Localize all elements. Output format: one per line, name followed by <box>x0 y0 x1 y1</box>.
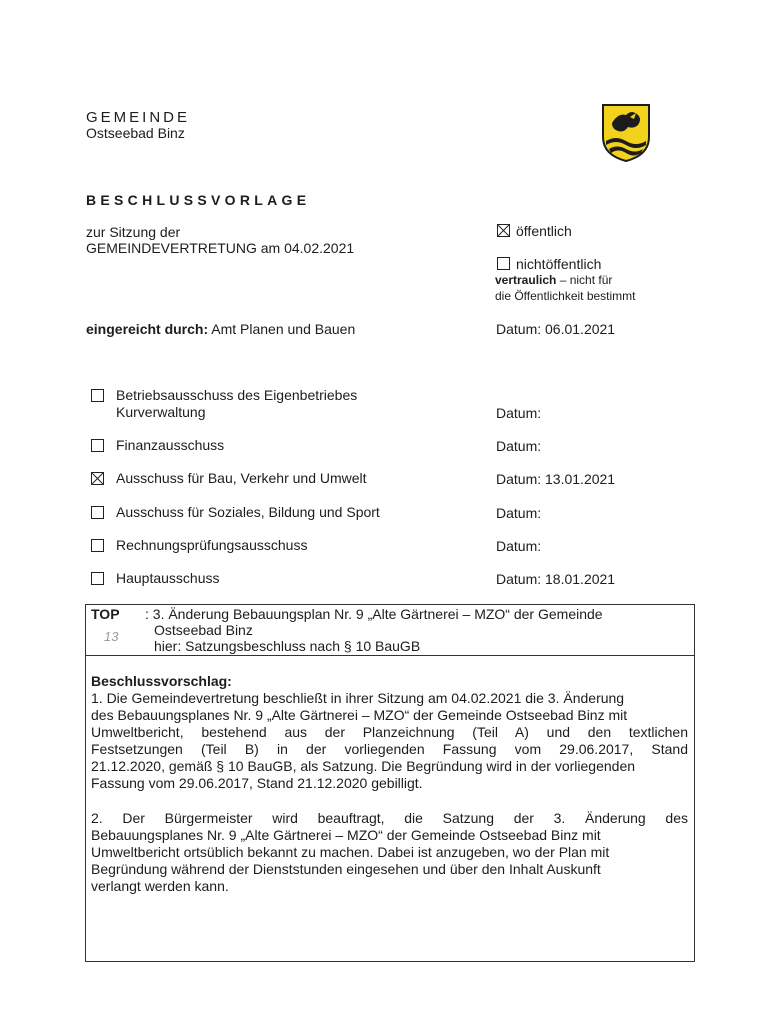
resolution-line: verlangt werden kann. <box>91 878 229 894</box>
resolution-line: Begründung während der Dienststunden eingesehen und über den Inhalt Auskunft <box>91 861 601 877</box>
resolution-line: Umweltbericht, bestehend aus der Planzeichnung (Teil A) und den textlichen <box>91 724 688 740</box>
agenda-item-title-2: Ostseebad Binz <box>154 622 253 638</box>
committee-date-audit: Datum: <box>496 538 542 554</box>
resolution-heading: Beschlussvorschlag: <box>91 673 232 689</box>
non-public-checkbox[interactable] <box>497 257 510 270</box>
resolution-paragraph-1 <box>91 690 688 792</box>
committee-checkbox-social[interactable] <box>91 506 104 519</box>
resolution-line: Fassung vom 29.06.2017, Stand 21.12.2020 gebilligt. <box>91 775 423 791</box>
submitted-by-label: eingereicht durch: <box>86 321 209 337</box>
committee-checkbox-building[interactable] <box>91 472 104 485</box>
submitted-by-value: Amt Planen und Bauen <box>208 321 356 337</box>
municipality-heading: GEMEINDE <box>86 109 191 126</box>
resolution-line: 2. Der Bürgermeister wird beauftragt, die Satzung der 3. Änderung des <box>91 810 688 826</box>
committee-checkbox-finance[interactable] <box>91 439 104 452</box>
confidential-label: vertraulich <box>495 273 557 287</box>
confidential-note-line-2: die Öffentlichkeit bestimmt <box>495 289 636 303</box>
committee-label-operations-2: Kurverwaltung <box>116 404 206 420</box>
committee-checkbox-operations[interactable] <box>91 389 104 402</box>
committee-label-social: Ausschuss für Soziales, Bildung und Sport <box>116 504 380 520</box>
agenda-item-title: : 3. Änderung Bebauungsplan Nr. 9 „Alte Gärtnerei – MZO“ der Gemeinde <box>145 606 603 622</box>
committee-label-operations: Betriebsausschuss des Eigenbetriebes <box>116 387 358 403</box>
submitted-by <box>86 321 355 338</box>
submitted-date: Datum: 06.01.2021 <box>496 321 616 337</box>
committee-label-finance: Finanzausschuss <box>116 437 225 453</box>
resolution-line: des Bebauungsplanes Nr. 9 „Alte Gärtnerei – MZO“ der Gemeinde Ostseebad Binz mit <box>91 707 628 723</box>
resolution-line: 1. Die Gemeindevertretung beschließt in ihrer Sitzung am 04.02.2021 die 3. Änderung <box>91 690 625 706</box>
meeting-line-2: GEMEINDEVERTRETUNG am 04.02.2021 <box>86 240 355 256</box>
agenda-item-label: TOP <box>91 606 120 622</box>
committee-label-audit: Rechnungsprüfungsausschuss <box>116 537 308 553</box>
resolution-line: Festsetzungen (Teil B) in der vorliegenden Fassung vom 29.06.2017, Stand <box>91 741 688 757</box>
agenda-item-subtitle: hier: Satzungsbeschluss nach § 10 BauGB <box>154 638 421 654</box>
document-title: BESCHLUSSVORLAGE <box>86 192 311 208</box>
committee-checkbox-main[interactable] <box>91 572 104 585</box>
committee-date-main: Datum: 18.01.2021 <box>496 571 616 587</box>
committee-date-building: Datum: 13.01.2021 <box>496 471 616 487</box>
handwritten-number: 13 <box>104 629 119 644</box>
committee-checkbox-audit[interactable] <box>91 539 104 552</box>
municipality-name: Ostseebad Binz <box>86 125 185 141</box>
resolution-line: 21.12.2020, gemäß § 10 BauGB, als Satzung. Die Begründung wird in der vorliegenden <box>91 758 636 774</box>
non-public-label: nichtöffentlich <box>516 256 602 272</box>
public-label: öffentlich <box>516 223 572 239</box>
committee-date-operations: Datum: <box>496 405 542 421</box>
confidential-note <box>495 273 612 287</box>
meeting-line-1: zur Sitzung der <box>86 224 181 240</box>
committee-date-finance: Datum: <box>496 438 542 454</box>
committee-label-main: Hauptausschuss <box>116 570 220 586</box>
resolution-paragraph-2 <box>91 810 688 895</box>
resolution-line: Bebauungsplanes Nr. 9 „Alte Gärtnerei – MZO“ der Gemeinde Ostseebad Binz mit <box>91 827 601 843</box>
confidential-suffix: – nicht für <box>556 273 613 287</box>
resolution-line: Umweltbericht ortsüblich bekannt zu machen. Dabei ist anzugeben, wo der Plan mit <box>91 844 610 860</box>
coat-of-arms-icon <box>600 103 652 163</box>
public-checkbox[interactable] <box>497 224 510 237</box>
committee-date-social: Datum: <box>496 505 542 521</box>
committee-label-building: Ausschuss für Bau, Verkehr und Umwelt <box>116 470 367 486</box>
